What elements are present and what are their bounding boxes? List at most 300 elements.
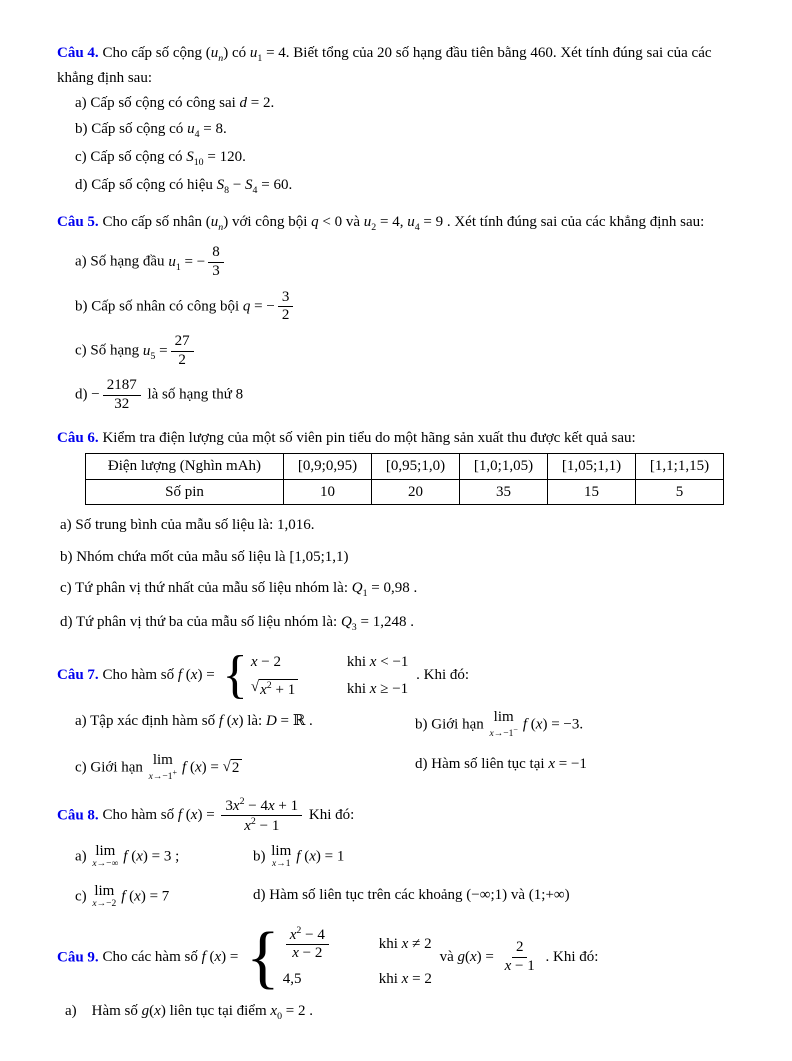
text-run: và	[507, 886, 529, 903]
math-run: x < −1	[369, 653, 409, 670]
math-run: f (x) = −3.	[522, 716, 584, 733]
math-run: x ≠ 2	[401, 935, 432, 952]
math-run: x→1	[272, 858, 291, 869]
statement-c	[75, 884, 243, 910]
statement-c	[57, 333, 736, 369]
text-run: .	[409, 580, 418, 597]
limit-subscript	[92, 900, 116, 910]
table-cell: [0,9;0,95)	[284, 454, 372, 480]
math-run: $Q_3 = 1,248$	[340, 614, 407, 634]
question-9-text	[98, 918, 599, 996]
case-condition	[379, 933, 432, 956]
question-7-intro	[57, 646, 736, 705]
statement-a	[57, 244, 736, 280]
math-var: x	[190, 807, 198, 824]
limit-word: lim	[95, 843, 116, 860]
math-var: S	[216, 176, 225, 193]
math-run: f (x) =	[177, 807, 215, 824]
superscript: −	[513, 724, 518, 734]
text-run: c) Cấp số cộng có	[75, 148, 187, 165]
piecewise-cases	[222, 646, 409, 705]
question-4	[57, 42, 736, 198]
math-var: x	[369, 653, 377, 670]
math-var: u	[210, 214, 219, 231]
question-9	[57, 918, 736, 1025]
question-8	[57, 796, 736, 910]
math-var: Q	[340, 614, 352, 631]
math-var: g	[141, 1002, 150, 1019]
math-run: 3	[212, 262, 220, 279]
text-run: là:	[243, 713, 266, 730]
math-run: $u_5$ =	[142, 342, 168, 362]
math-var: g	[457, 949, 465, 966]
fraction-denominator	[501, 958, 539, 976]
math-run: x→−2	[92, 898, 117, 909]
question-8-text	[98, 795, 355, 835]
math-var: u	[407, 214, 415, 231]
limit	[92, 884, 116, 910]
math-var: f	[177, 807, 183, 824]
battery-table	[85, 453, 724, 505]
statement-a	[75, 710, 405, 740]
math-var: x	[194, 759, 202, 776]
statement-d	[253, 884, 736, 910]
question-7-label: Câu 7.	[57, 666, 99, 683]
subscript: 0	[277, 1010, 282, 1022]
math-var: x	[136, 848, 143, 865]
text-run: Cho hàm số	[98, 807, 178, 824]
math-var: x	[232, 797, 240, 814]
math-run: q = −	[242, 298, 275, 315]
subscript: 4	[194, 128, 200, 140]
math-var: x	[272, 858, 277, 869]
math-var: x	[548, 755, 555, 772]
math-run: g(x)	[141, 1002, 166, 1019]
math-var: q	[311, 214, 319, 231]
statement-c	[75, 753, 405, 783]
text-run: d)	[75, 387, 92, 404]
math-var: u	[249, 45, 258, 61]
text-run: d) Hàm số liên tục trên các khoảng	[253, 886, 467, 903]
text-run: khi	[346, 653, 370, 670]
question-8-label: Câu 8.	[57, 807, 99, 824]
math-run: x = 2	[401, 971, 432, 988]
text-run: b) Cấp số cộng có	[75, 120, 188, 137]
math-var: x	[535, 716, 543, 733]
math-run: $(u_n)$	[205, 214, 229, 234]
piecewise-cases	[246, 918, 432, 996]
math-run: q < 0	[311, 214, 343, 231]
math-run: f (x) = 1	[296, 848, 345, 865]
math-run: 4,5	[282, 971, 302, 988]
case-expression	[283, 925, 345, 963]
text-run: khi	[346, 681, 370, 698]
text-run: a) Hàm số	[65, 1002, 142, 1019]
question-5-statements	[57, 244, 736, 414]
math-run: $Q_1 = 0,98$	[351, 580, 410, 600]
statement-b	[57, 289, 736, 325]
case-condition	[379, 968, 432, 991]
statement-a	[57, 514, 736, 537]
math-run: $x_0 = 2$	[270, 1002, 306, 1022]
math-var: u	[187, 120, 195, 137]
text-run: .	[406, 614, 414, 631]
question-9-statements	[57, 1000, 736, 1025]
math-var: x	[92, 898, 97, 909]
case-expression	[251, 651, 313, 674]
table-cell: 20	[372, 479, 460, 505]
table-row-header	[86, 454, 724, 480]
statement-c	[57, 577, 736, 602]
left-brace: {	[246, 918, 280, 996]
statement-b	[57, 118, 736, 143]
fraction	[103, 377, 141, 413]
limit-subscript	[490, 726, 518, 740]
text-run: có	[228, 45, 250, 61]
question-7-statements	[57, 710, 736, 783]
math-run: x = −1	[548, 755, 587, 772]
fraction-numerator	[286, 925, 329, 946]
text-run: c) Tứ phân vị thứ nhất của mẫu số liệu nhóm là:	[60, 580, 352, 597]
question-6-label: Câu 6.	[57, 429, 99, 446]
math-var: x	[154, 1002, 161, 1019]
text-run: Cho các hàm số	[98, 949, 202, 966]
math-run: 8	[212, 244, 220, 261]
subscript	[218, 222, 223, 233]
question-5	[57, 211, 736, 413]
fraction-numerator	[208, 244, 224, 263]
math-run: f (x) = 3	[123, 848, 172, 865]
math-var: x	[489, 728, 494, 739]
math-var: x	[231, 713, 239, 730]
text-run: Biết tổng của 20 số hạng đầu tiên bằng 460. Xét tính đúng sai của các khẳng định sau:	[57, 45, 712, 86]
limit	[92, 844, 118, 870]
fraction-numerator	[512, 939, 528, 958]
subscript: 2	[371, 222, 377, 234]
math-run: f (x) =	[177, 666, 215, 683]
text-run: a) Cấp số cộng có công sai	[75, 95, 240, 112]
math-var: f	[296, 848, 301, 865]
fraction-denominator	[110, 396, 133, 414]
radical-sign-icon: √	[250, 679, 260, 696]
text-run: c)	[75, 888, 91, 905]
superscript: 2	[239, 795, 245, 807]
limit-subscript	[272, 860, 290, 870]
limit	[490, 710, 518, 740]
math-var: f	[182, 759, 187, 776]
math-var: x	[369, 681, 377, 698]
statement-b	[415, 710, 736, 740]
statement-c	[57, 146, 736, 171]
fraction	[221, 796, 302, 836]
limit	[271, 844, 291, 870]
question-5-text	[98, 214, 705, 234]
fraction	[286, 925, 329, 963]
table-cell: 35	[460, 479, 548, 505]
subscript: 1	[362, 588, 368, 600]
fraction-denominator	[278, 307, 294, 325]
math-run: $u_2 = 4$, $u_4 = 9$	[363, 214, 444, 234]
subscript: 8	[224, 184, 230, 196]
square-root	[251, 679, 298, 699]
math-var: x	[289, 926, 297, 943]
fraction-denominator	[288, 945, 326, 963]
math-run: 2	[231, 760, 240, 777]
math-var: x	[504, 958, 512, 975]
question-6-intro	[57, 427, 736, 450]
fraction	[171, 333, 194, 369]
math-var: x	[260, 682, 267, 699]
table-cell: [1,1;1,15)	[636, 454, 724, 480]
math-run: $x^2 - 4$	[289, 924, 325, 943]
math-var: x	[469, 949, 477, 966]
math-var: S	[186, 148, 194, 165]
math-var: x	[292, 945, 299, 962]
limit-subscript	[149, 769, 177, 783]
math-var: x	[250, 653, 258, 670]
text-run: với công bội	[228, 214, 312, 231]
math-run: 27	[174, 333, 190, 350]
math-run: $x^2 - 1$	[244, 816, 280, 835]
text-run: khi	[378, 971, 402, 988]
limit-word: lim	[493, 709, 514, 726]
math-var: x	[401, 971, 409, 988]
math-var: d	[239, 95, 248, 112]
limit	[149, 753, 177, 783]
text-run: là số hạng thứ 8	[143, 387, 244, 404]
text-run: Khi đó:	[305, 807, 355, 824]
question-6-statements	[57, 514, 736, 636]
math-run: x→−1−	[489, 724, 518, 739]
text-run: d) Hàm số liên tục tại	[415, 755, 549, 772]
math-var: x	[401, 935, 409, 952]
case-rows	[283, 925, 432, 991]
math-run: d = 2.	[239, 95, 275, 112]
fraction-denominator	[208, 263, 224, 281]
text-run: . Khi đó:	[541, 949, 599, 966]
math-run: $u_1 = 4$.	[249, 45, 290, 64]
math-var: x	[309, 848, 316, 865]
question-8-intro	[57, 796, 736, 836]
math-run: f (x) =	[182, 759, 219, 776]
math-var: S	[245, 176, 253, 193]
question-9-label: Câu 9.	[57, 949, 99, 966]
statement-b	[57, 546, 736, 569]
fraction	[208, 244, 224, 280]
case-row	[251, 651, 409, 674]
question-7-text	[98, 646, 470, 705]
text-run: liên tục tại điểm	[165, 1002, 271, 1019]
math-var: f	[201, 949, 206, 966]
subscript: 4	[414, 222, 420, 234]
question-4-text	[57, 45, 712, 86]
table-cell: [1,0;1,05)	[460, 454, 548, 480]
math-var: u	[210, 45, 219, 61]
table-cell: [0,95;1,0)	[372, 454, 460, 480]
statement-b	[253, 844, 736, 870]
text-run: a) Số hạng đầu	[75, 253, 169, 270]
math-var: x	[134, 888, 141, 905]
question-5-label: Câu 5.	[57, 214, 99, 231]
math-run: x→−1+	[148, 767, 178, 782]
question-5-intro	[57, 211, 736, 236]
math-var: n	[218, 222, 224, 234]
math-var: u	[142, 342, 151, 359]
text-run: Cho hàm số	[98, 666, 178, 683]
limit-subscript	[92, 860, 118, 870]
case-row	[251, 678, 409, 701]
math-run: (−∞;1)	[466, 886, 508, 903]
math-var: q	[242, 298, 251, 315]
text-run: ;	[171, 848, 180, 865]
subscript: 1	[257, 53, 263, 64]
math-run: D = ℝ	[265, 713, 306, 730]
math-var: Q	[351, 580, 363, 597]
table-cell: 5	[636, 479, 724, 505]
superscript: 2	[266, 680, 272, 692]
subscript: 5	[150, 350, 156, 362]
text-run: . Khi đó:	[412, 666, 470, 683]
superscript: +	[172, 767, 178, 777]
text-run: a)	[75, 848, 91, 865]
text-run: b) Giới hạn	[415, 716, 488, 733]
math-run: −	[91, 387, 100, 404]
math-run: 2	[515, 939, 524, 956]
fraction-denominator	[174, 352, 190, 370]
math-var: f	[218, 713, 224, 730]
math-var: f	[121, 888, 126, 905]
superscript: 2	[296, 924, 302, 936]
text-run: Cho cấp số cộng	[98, 45, 206, 61]
text-run: . Xét tính đúng sai của các khẳng định sau:	[443, 214, 705, 231]
statement-a	[57, 1000, 736, 1025]
radicand	[259, 679, 298, 699]
math-run: f (x) = 7	[121, 888, 170, 905]
text-run: d) Tứ phân vị thứ ba của mẫu số liệu nhóm là:	[60, 614, 341, 631]
math-run: x − 1	[504, 958, 535, 975]
math-run: x ≥ −1	[369, 681, 409, 698]
subscript: 3	[351, 622, 357, 634]
case-expression	[251, 679, 313, 699]
text-run: b) Cấp số nhân có công bội	[75, 298, 243, 315]
math-run: 2	[178, 351, 186, 368]
math-var: f	[522, 716, 528, 733]
math-var: x	[148, 771, 153, 782]
table-cell: Điện lượng (Nghìn mAh)	[86, 454, 284, 480]
radical-sign-icon: √	[222, 759, 231, 776]
math-var: n	[218, 53, 224, 64]
case-condition	[347, 678, 408, 701]
math-run: x→−∞	[92, 858, 119, 869]
math-var: f	[177, 666, 183, 683]
text-run: Kiểm tra điện lượng của một số viên pin tiểu do một hãng sản xuất thu được kết quả sau:	[98, 429, 636, 446]
math-run: x − 2	[292, 945, 323, 962]
text-run: d) Cấp số cộng có hiệu	[75, 176, 217, 193]
math-var: x	[190, 666, 198, 683]
math-var: f	[123, 848, 128, 865]
math-run: $(u_n)$	[205, 45, 229, 64]
radicand	[231, 759, 243, 777]
statement-d	[57, 377, 736, 413]
limit-word: lim	[94, 882, 115, 899]
square-root	[223, 759, 243, 777]
subscript: 4	[252, 184, 258, 196]
table-row-values	[86, 479, 724, 505]
math-var: x	[270, 1002, 278, 1019]
statement-a	[57, 92, 736, 115]
math-run: (1;+∞)	[528, 886, 570, 903]
case-row	[283, 968, 432, 991]
statement-d	[415, 753, 736, 783]
question-4-label: Câu 4.	[57, 45, 99, 61]
question-7	[57, 646, 736, 783]
math-var: x	[244, 818, 251, 835]
limit-word: lim	[271, 843, 292, 860]
fraction-numerator	[103, 377, 141, 396]
table-cell: 15	[548, 479, 636, 505]
fraction-numerator	[171, 333, 194, 352]
math-run: 32	[114, 396, 130, 413]
text-run: .	[305, 713, 313, 730]
table-cell: [1,05;1,1)	[548, 454, 636, 480]
math-run: $u_1$ = −	[168, 253, 206, 273]
text-run: Cho cấp số nhân	[98, 214, 206, 231]
math-run: $S_8 - S_4 = 60$.	[216, 176, 293, 196]
math-run: [1,05;1,1)	[289, 548, 349, 565]
question-9-intro	[57, 918, 736, 996]
question-4-statements	[57, 92, 736, 198]
table-cell: 10	[284, 479, 372, 505]
question-4-intro	[57, 42, 736, 89]
math-var: u	[168, 253, 176, 270]
statement-d	[57, 611, 736, 636]
limit-word: lim	[152, 751, 173, 768]
fraction-numerator	[278, 289, 294, 308]
statement-a	[75, 844, 243, 870]
math-run: $3x^2 - 4x + 1$	[225, 795, 299, 814]
subscript	[218, 53, 223, 64]
text-run: b) Nhóm chứa mốt của mẫu số liệu là	[60, 548, 290, 565]
math-run: $S_{10} = 120$.	[186, 148, 246, 168]
table-cell: Số pin	[86, 479, 284, 505]
math-var: x	[92, 858, 97, 869]
text-run: b)	[253, 848, 270, 865]
math-var: u	[363, 214, 372, 231]
math-var: D	[265, 713, 277, 730]
text-run: và	[342, 214, 364, 231]
math-run: 2	[281, 307, 290, 324]
text-run: và	[435, 949, 458, 966]
math-run: 3	[281, 288, 290, 305]
math-run: g(x) =	[457, 949, 494, 966]
question-6	[57, 427, 736, 636]
subscript: 10	[193, 156, 204, 168]
math-run: 2187	[106, 377, 137, 394]
question-8-statements	[57, 844, 736, 909]
math-run: $x^2 + 1$	[260, 680, 296, 699]
math-run: f (x)	[218, 713, 244, 730]
question-6-text	[99, 430, 636, 446]
math-run: f (x) =	[201, 949, 239, 966]
case-rows	[251, 651, 409, 701]
text-run: c) Số hạng	[75, 342, 143, 359]
text-run: c) Giới hạn	[75, 759, 147, 776]
fraction	[501, 939, 539, 975]
superscript: 2	[250, 816, 256, 828]
text-run: a) Tập xác định hàm số	[75, 713, 219, 730]
math-var: x	[268, 797, 275, 814]
text-run: a) Số trung bình của mẫu số liệu là: 1,016.	[60, 517, 315, 534]
